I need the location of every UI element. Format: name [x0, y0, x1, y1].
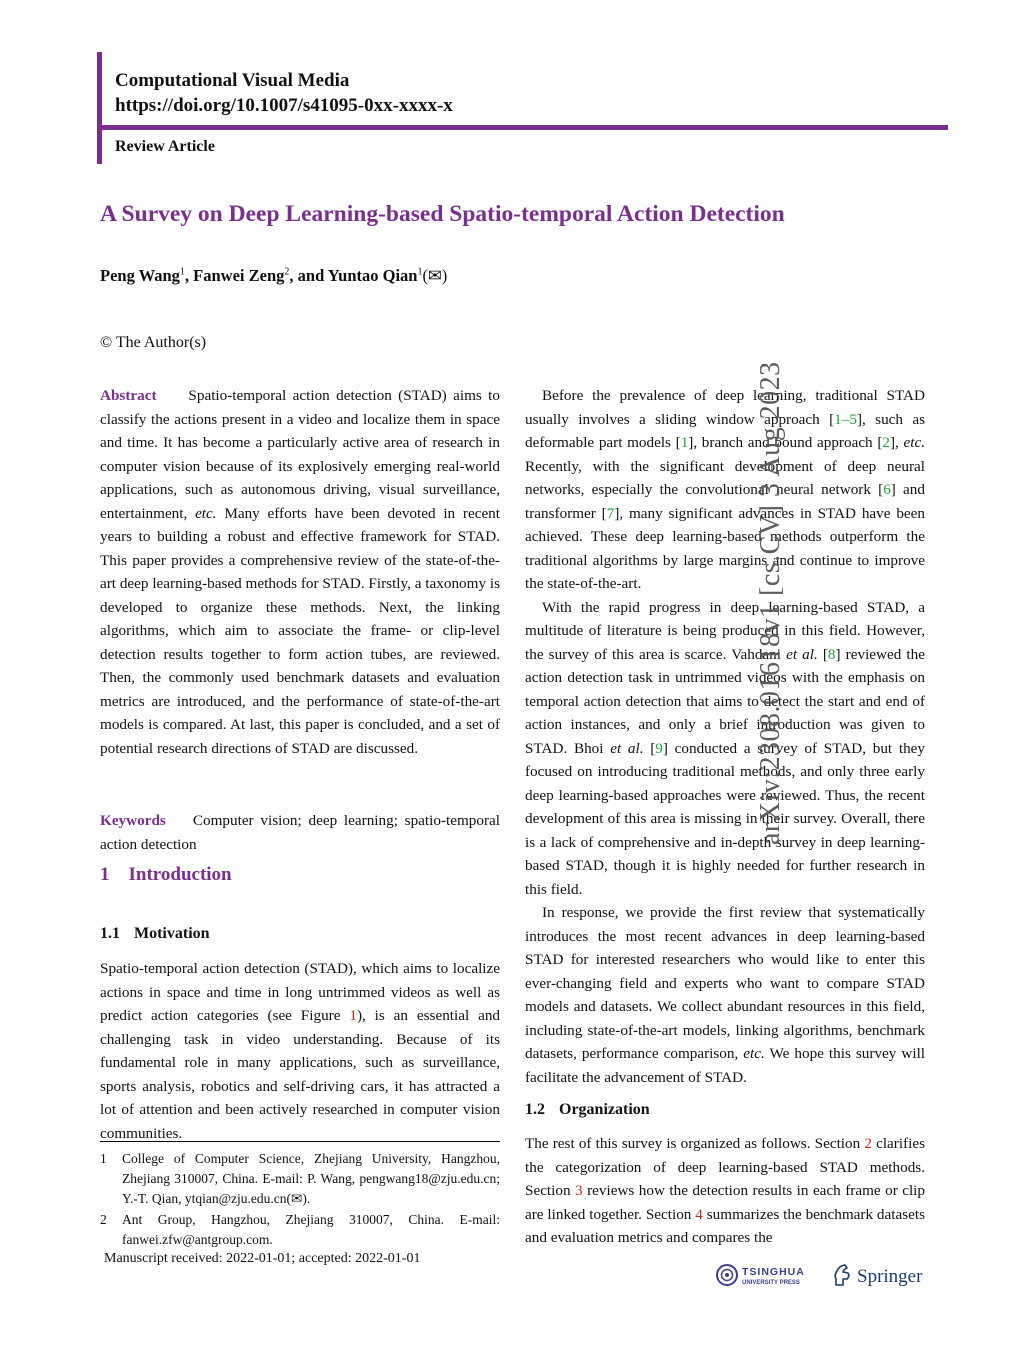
abstract — [100, 384, 500, 760]
keywords-label: Keywords — [100, 812, 166, 829]
abstract-text: Spatio-temporal action detection (STAD) aims to classify the actions present in a video and localize them in space and time. It has become a particularly active area of research in computer vision because of its explosively emerging real-world applications, such as autonomous driving, visual surveillance, entertainment, etc. Many efforts have been devoted in recent years to building a robust and effective framework for STAD. This paper provides a comprehensive review of the state-of-the-art deep learning-based methods for STAD. Firstly, a taxonomy is developed to organize these methods. Next, the linking algorithms, which aim to associate the frame- or clip-level detection results together to form action tubes, are reviewed. Then, the commonly used benchmark datasets and evaluation metrics are introduced, and the performance of state-of-the-art models is compared. At last, this paper is concluded, and a set of potential research directions of STAD are discussed. — [100, 387, 500, 757]
paragraph: With the rapid progress in deep learning-based STAD, a multitude of literature is being produced in this field. However, the survey of this area is scarce. Vahdani et al. [8] reviewed the action detection task in untrimmed videos with the emphasis on temporal action detection that aims to detect the start and end of action instances, and only a brief introduction was given to STAD. Bhoi et al. [9] conducted a survey of STAD, but they focused on introducing traditional methods, and only three early deep learning-based approaches were reviewed. Thus, the recent development of this area is missing in their survey. Overall, there is a lack of comprehensive and in-depth survey in deep learning-based STAD, though it is highly needed for further research in this field. — [525, 598, 926, 898]
publisher-logos — [716, 1260, 928, 1290]
paragraph: In response, we provide the first review that systematically introduces the most recent advances in deep learning-based STAD for interested researchers who would like to enter this ever-changing field and experts who want to compare STAD models and datasets. We collect abundant resources in this field, including state-of-the-art models, linking algorithms, benchmark datasets, performance comparison, etc. We hope this survey will facilitate the advancement of STAD. — [525, 904, 926, 1086]
author-list: Peng Wang$^1$, Fanwei Zeng$^2$, and Yuntao Qian$^1$(✉) — [100, 266, 448, 285]
motivation-paragraph: Spatio-temporal action detection (STAD), which aims to localize actions in space and time in long untrimmed videos as well as predict action categories (see Figure 1), is an essential and challenging task in video understanding. Because of its fundamental role in many applications, such as surveillance, sports analysis, robotics and self-driving cars, it has attracted a lot of attention and been actively researched in computer vision communities. — [100, 960, 501, 1142]
subsection-heading-organization: 1.2 Organization — [525, 1101, 650, 1118]
author-affiliation: 1 — [417, 266, 423, 278]
tsinghua-subtitle: UNIVERSITY PRESS — [742, 1280, 800, 1286]
journal-name: Computational Visual Media — [115, 70, 350, 91]
springer-wordmark: Springer — [857, 1266, 923, 1287]
corresponding-mark: (✉) — [422, 266, 448, 285]
keywords — [100, 809, 500, 856]
author-name: Peng Wang — [100, 266, 180, 285]
abstract-label: Abstract — [100, 387, 157, 404]
tsinghua-wordmark: TSINGHUA — [742, 1266, 805, 1278]
paragraph: Before the prevalence of deep learning, traditional STAD usually involves a sliding window approach [1–5], such as deformable part models [1], branch and bound approach [2], etc. Recently, with the significant development of deep neural networks, especially the convolutional neural network [6] and transformer [7], many significant advances in STAD have been achieved. These deep learning-based methods outperform the traditional algorithms by large margins and continue to improve the state-of-the-art. — [525, 387, 925, 592]
doi-link[interactable]: https://doi.org/10.1007/s41095-0xx-xxxx-x — [115, 95, 453, 116]
manuscript-dates: Manuscript received: 2022-01-01; accepted: 2022-01-01 — [104, 1251, 421, 1266]
header-vertical-rule — [97, 52, 102, 164]
tsinghua-seal-icon — [717, 1265, 737, 1285]
author-affiliation: 2 — [284, 266, 290, 278]
footnote-rule — [100, 1141, 500, 1142]
article-type: Review Article — [115, 138, 215, 155]
arxiv-identifier-stamp: arXiv:2308.01618v1 [cs.CV] 3 Aug 2023 — [755, 361, 786, 845]
copyright-notice: © The Author(s) — [100, 334, 207, 351]
paper-title: A Survey on Deep Learning-based Spatio-temporal Action Detection — [100, 201, 785, 227]
author-name: Yuntao Qian — [327, 266, 418, 285]
subsection-heading-motivation: 1.1 Motivation — [100, 925, 210, 942]
author-name: Fanwei Zeng — [193, 266, 285, 285]
footnote-affiliation-1: 1 College of Computer Science, Zhejiang University, Hangzhou, Zhejiang 310007, China. E-mail: P. Wang, pengwang18@zju.edu.cn; Y.-T. Qian, ytqian@zju.edu.cn(✉). — [100, 1151, 500, 1206]
footnote-affiliation-2: 2 Ant Group, Hangzhou, Zhejiang 310007, China. E-mail: fanwei.zfw@antgroup.com. — [100, 1212, 500, 1247]
organization-paragraph: The rest of this survey is organized as follows. Section 2 clarifies the categorization of deep learning-based STAD methods. Section 3 reviews how the detection results in each frame or clip are linked together. Section 4 summarizes the benchmark datasets and evaluation metrics and compares the — [525, 1135, 926, 1246]
right-column-text — [525, 384, 925, 1089]
author-affiliation: 1 — [179, 266, 185, 278]
keywords-text: Computer vision; deep learning; spatio-temporal action detection — [100, 812, 500, 853]
springer-knight-icon — [835, 1265, 849, 1285]
header-horizontal-rule — [97, 125, 948, 130]
section-heading-introduction: 1 Introduction — [100, 864, 232, 885]
